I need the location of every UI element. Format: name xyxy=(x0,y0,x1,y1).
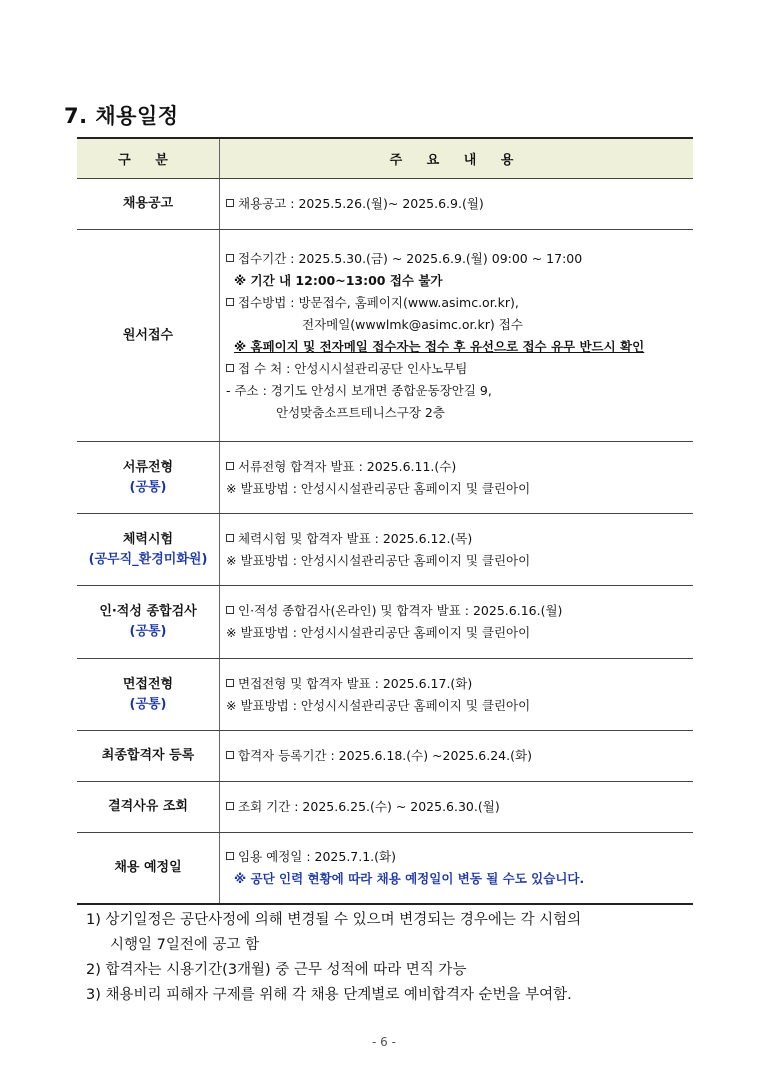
row-details xyxy=(220,442,694,514)
detail-line: 서류전형 합격자 발표 : 2025.6.11.(수) xyxy=(226,456,692,478)
table-row xyxy=(77,782,693,833)
detail-line: 면접전형 및 합격자 발표 : 2025.6.17.(화) xyxy=(226,673,692,695)
row-category-sub: (공통) xyxy=(129,696,167,712)
table-row xyxy=(77,230,693,442)
detail-note: ※ 공단 인력 현황에 따라 채용 예정일이 변동 될 수도 있습니다. xyxy=(234,870,585,886)
detail-line: 접수기간 : 2025.5.30.(금) ~ 2025.6.9.(월) 09:00 ~ 17:00 xyxy=(226,248,692,270)
detail-note: ※ 발표방법 : 안성시시설관리공단 홈페이지 및 클린아이 xyxy=(226,552,531,568)
row-category: 원서접수 xyxy=(77,230,220,442)
detail-line: 임용 예정일 : 2025.7.1.(화) xyxy=(226,846,692,868)
table-header-row xyxy=(77,138,693,179)
row-details xyxy=(220,782,694,833)
footnote: 3) 채용비리 피해자 구제를 위해 각 채용 단계별로 예비합격자 순번을 부여함. xyxy=(86,987,572,1003)
detail-line: 합격자 등록기간 : 2025.6.18.(수) ~2025.6.24.(화) xyxy=(226,745,692,767)
detail-note: ※ 발표방법 : 안성시시설관리공단 홈페이지 및 클린아이 xyxy=(226,480,531,496)
detail-note: ※ 홈페이지 및 전자메일 접수자는 접수 후 유선으로 접수 유무 반드시 확인 xyxy=(234,338,645,354)
header-category: 구 분 xyxy=(77,138,220,179)
row-category: 인·적성 종합검사 (공통) xyxy=(77,586,220,659)
row-details xyxy=(220,833,694,904)
table-row xyxy=(77,586,693,659)
table-row xyxy=(77,833,693,904)
row-details xyxy=(220,179,694,230)
row-category: 면접전형 (공통) xyxy=(77,659,220,731)
detail-line: 조회 기간 : 2025.6.25.(수) ~ 2025.6.30.(월) xyxy=(226,796,692,818)
table-row xyxy=(77,442,693,514)
detail-line: - 주소 : 경기도 안성시 보개면 종합운동장안길 9, xyxy=(226,382,492,398)
detail-line: 접수방법 : 방문접수, 홈페이지(www.asimc.or.kr), xyxy=(226,292,692,314)
schedule-table xyxy=(77,137,693,905)
detail-line: 전자메일(wwwlmk@asimc.or.kr) 접수 xyxy=(302,316,523,332)
footnote-continued: 시행일 7일전에 공고 함 xyxy=(110,937,260,953)
row-details xyxy=(220,586,694,659)
row-details xyxy=(220,731,694,782)
row-category-sub: (공통) xyxy=(129,624,167,639)
detail-line: 채용공고 : 2025.5.26.(월)~ 2025.6.9.(월) xyxy=(226,193,692,215)
row-category: 체력시험 (공무직_환경미화원) xyxy=(77,514,220,586)
row-category: 채용 예정일 xyxy=(77,833,220,904)
row-category: 서류전형 (공통) xyxy=(77,442,220,514)
row-details xyxy=(220,659,694,731)
row-category: 최종합격자 등록 xyxy=(77,731,220,782)
table-row xyxy=(77,514,693,586)
row-details xyxy=(220,230,694,442)
detail-note: ※ 기간 내 12:00~13:00 접수 불가 xyxy=(234,272,443,288)
detail-line: 접 수 처 : 안성시시설관리공단 인사노무팀 xyxy=(226,358,692,380)
table-row xyxy=(77,179,693,230)
table-row xyxy=(77,731,693,782)
footnotes xyxy=(86,908,581,1008)
footnote: 2) 합격자는 시용기간(3개월) 중 근무 성적에 따라 면직 가능 xyxy=(86,962,467,978)
row-details xyxy=(220,514,694,586)
row-category-sub: (공통) xyxy=(129,479,167,495)
detail-note: ※ 발표방법 : 안성시시설관리공단 홈페이지 및 클린아이 xyxy=(226,697,531,713)
section-title: 7. 채용일정 xyxy=(64,104,179,128)
detail-note: ※ 발표방법 : 안성시시설관리공단 홈페이지 및 클린아이 xyxy=(226,625,531,640)
table-row xyxy=(77,659,693,731)
header-content: 주 요 내 용 xyxy=(220,138,694,179)
row-category: 채용공고 xyxy=(77,179,220,230)
row-category: 결격사유 조회 xyxy=(77,782,220,833)
row-category-sub: (공무직_환경미화원) xyxy=(88,551,208,567)
detail-line: 인·적성 종합검사(온라인) 및 합격자 발표 : 2025.6.16.(월) xyxy=(226,600,692,622)
detail-line: 체력시험 및 합격자 발표 : 2025.6.12.(목) xyxy=(226,528,692,550)
page-number: - 6 - xyxy=(372,1035,396,1049)
detail-line: 안성맞춤소프트테니스구장 2층 xyxy=(276,404,445,420)
footnote: 1) 상기일정은 공단사정에 의해 변경될 수 있으며 변경되는 경우에는 각 시험의 xyxy=(86,912,582,928)
